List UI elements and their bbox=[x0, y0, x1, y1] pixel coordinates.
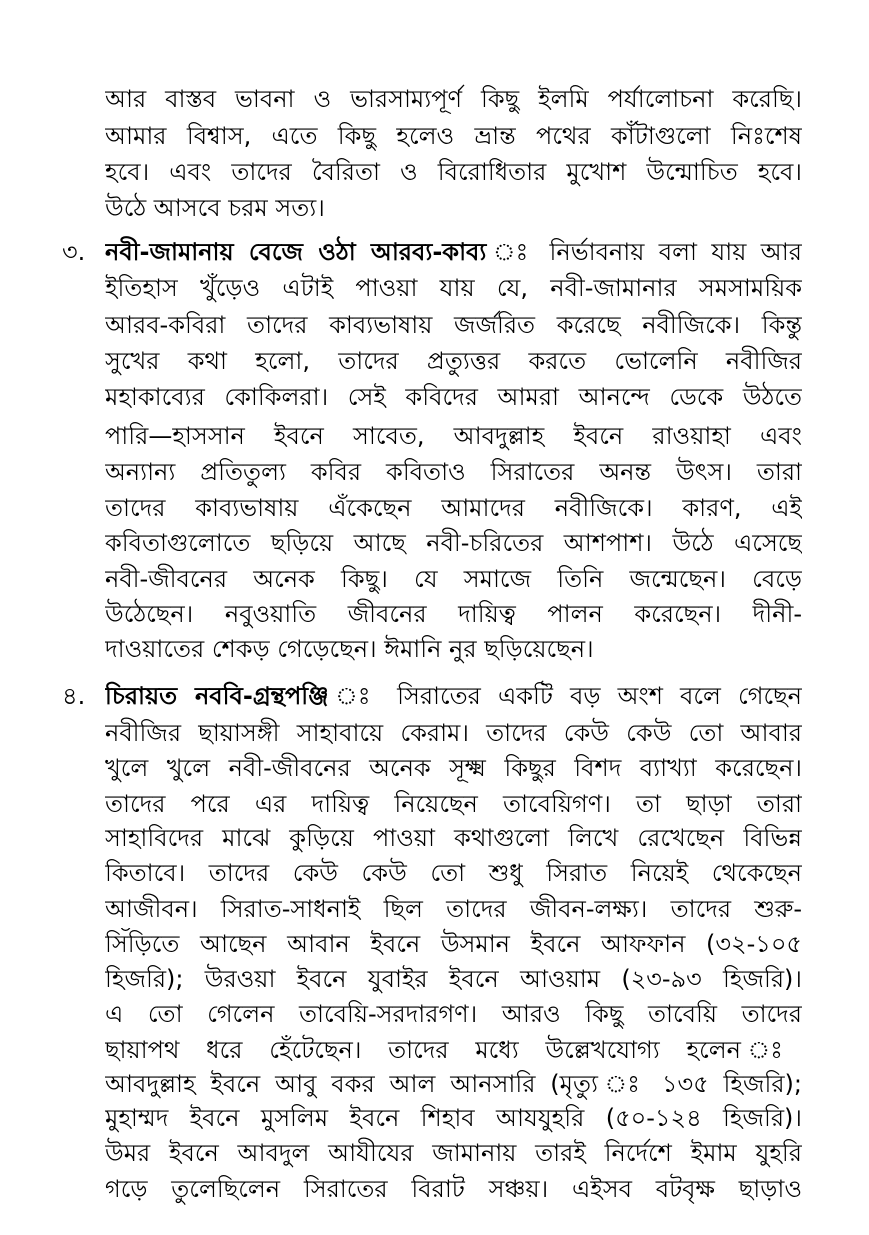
text-line: তাদের কাব্যভাষায় এঁকেছেন আমাদের নবীজিকে। কারণ, এই bbox=[105, 494, 802, 522]
text-line: সুখের কথা হলো, তাদের প্রত্যুত্তর করতে ভোলেনি নবীজির bbox=[105, 347, 802, 375]
text-line: আজীবন। সিরাত-সাধনাই ছিল তাদের জীবন-লক্ষ্য। তাদের শুরু- bbox=[105, 895, 802, 923]
text-run: ঃ সিরাতের একটি বড় অংশ বলে গেছেন bbox=[380, 682, 802, 710]
text-line: নবীজির ছায়াসঙ্গী সাহাবায়ে কেরাম। তাদের কেউ কেউ তো আবার bbox=[105, 719, 802, 747]
text-line: তাদের পরে এর দায়িত্ব নিয়েছেন তাবেয়িগণ। তা ছাড়া তারা bbox=[105, 790, 802, 818]
text-line: আমার বিশ্বাস, এতে কিছু হলেও ভ্রান্ত পথের কাঁটাগুলো নিঃশেষ bbox=[105, 122, 802, 150]
text-line: সাহাবিদের মাঝে কুড়িয়ে পাওয়া কথাগুলো লিখে রেখেছেন বিভিন্ন bbox=[105, 824, 802, 852]
section-heading: নবী-জামানায় বেজে ওঠা আরব্য-কাব্য bbox=[105, 238, 487, 266]
text-line: অন্যান্য প্রতিতুল্য কবির কবিতাও সিরাতের অনন্ত উৎস। তারা bbox=[105, 458, 802, 486]
text-line: মহাকাব্যের কোকিলরা। সেই কবিদের আমরা আনন্দে ডেকে উঠতে bbox=[105, 383, 802, 411]
list-item-first-line bbox=[105, 680, 802, 712]
list-number: ৪. bbox=[62, 682, 86, 710]
text-line: কবিতাগুলোতে ছড়িয়ে আছে নবী-চরিতের আশপাশ। উঠে এসেছে bbox=[105, 529, 802, 557]
text-line: ছায়াপথ ধরে হেঁটেছেন। তাদের মধ্যে উল্লেখযোগ্য হলেন ঃ bbox=[105, 1036, 802, 1064]
text-line: উমর ইবনে আবদুল আযীযের জামানায় তারই নির্দেশে ইমাম যুহরি bbox=[105, 1139, 802, 1167]
text-line: এ তো গেলেন তাবেয়ি-সরদারগণ। আরও কিছু তাবেয়ি তাদের bbox=[105, 1000, 802, 1028]
text-line: পারি—হাসসান ইবনে সাবেত, আবদুল্লাহ ইবনে রাওয়াহা এবং bbox=[105, 422, 802, 450]
list-item-first-line bbox=[105, 236, 802, 268]
text-line: গড়ে তুলেছিলেন সিরাতের বিরাট সঞ্চয়। এইসব বটবৃক্ষ ছাড়াও bbox=[105, 1175, 802, 1203]
text-line: আর বাস্তব ভাবনা ও ভারসাম্যপূর্ণ কিছু ইলমি পর্যালোচনা করেছি। bbox=[105, 85, 802, 113]
text-line: উঠেছেন। নবুওয়াতি জীবনের দায়িত্ব পালন করেছেন। দীনী- bbox=[105, 600, 802, 628]
text-line: আবদুল্লাহ ইবনে আবু বকর আল আনসারি (মৃত্যু ঃ ১৩৫ হিজরি); bbox=[105, 1070, 802, 1098]
text-line: নবী-জীবনের অনেক কিছু। যে সমাজে তিনি জন্মেছেন। বেড়ে bbox=[105, 565, 802, 593]
text-line: সিঁড়িতে আছেন আবান ইবনে উসমান ইবনে আফফান (৩২-১০৫ bbox=[105, 930, 802, 958]
text-run: ঃ নির্ভাবনায় বলা যায় আর bbox=[535, 238, 802, 266]
text-line: দাওয়াতের শেকড় গেড়েছেন। ঈমানি নুর ছড়িয়েছেন। bbox=[105, 635, 594, 663]
text-line: কিতাবে। তাদের কেউ কেউ তো শুধু সিরাত নিয়েই থেকেছেন bbox=[105, 859, 802, 887]
text-line: মুহাম্মদ ইবনে মুসলিম ইবনে শিহাব আযযুহরি (৫০-১২৪ হিজরি)। bbox=[105, 1104, 802, 1132]
text-line: হিজরি); উরওয়া ইবনে যুবাইর ইবনে আওয়াম (২৩-৯৩ হিজরি)। bbox=[105, 965, 802, 993]
section-heading: চিরায়ত নববি-গ্রন্থপঞ্জি bbox=[105, 682, 329, 710]
text-line: ইতিহাস খুঁড়েও এটাই পাওয়া যায় যে, নবী-জামানার সমসাময়িক bbox=[105, 274, 802, 302]
text-line: হবে। এবং তাদের বৈরিতা ও বিরোধিতার মুখোশ উন্মোচিত হবে। bbox=[105, 158, 802, 186]
text-line: খুলে খুলে নবী-জীবনের অনেক সূক্ষ্ম কিছুর বিশদ ব্যাখ্যা করেছেন। bbox=[105, 754, 802, 782]
text-line: উঠে আসবে চরম সত্য। bbox=[105, 194, 325, 222]
list-number: ৩. bbox=[62, 238, 86, 266]
text-line: আরব-কবিরা তাদের কাব্যভাষায় জর্জরিত করেছে নবীজিকে। কিন্তু bbox=[105, 311, 802, 339]
